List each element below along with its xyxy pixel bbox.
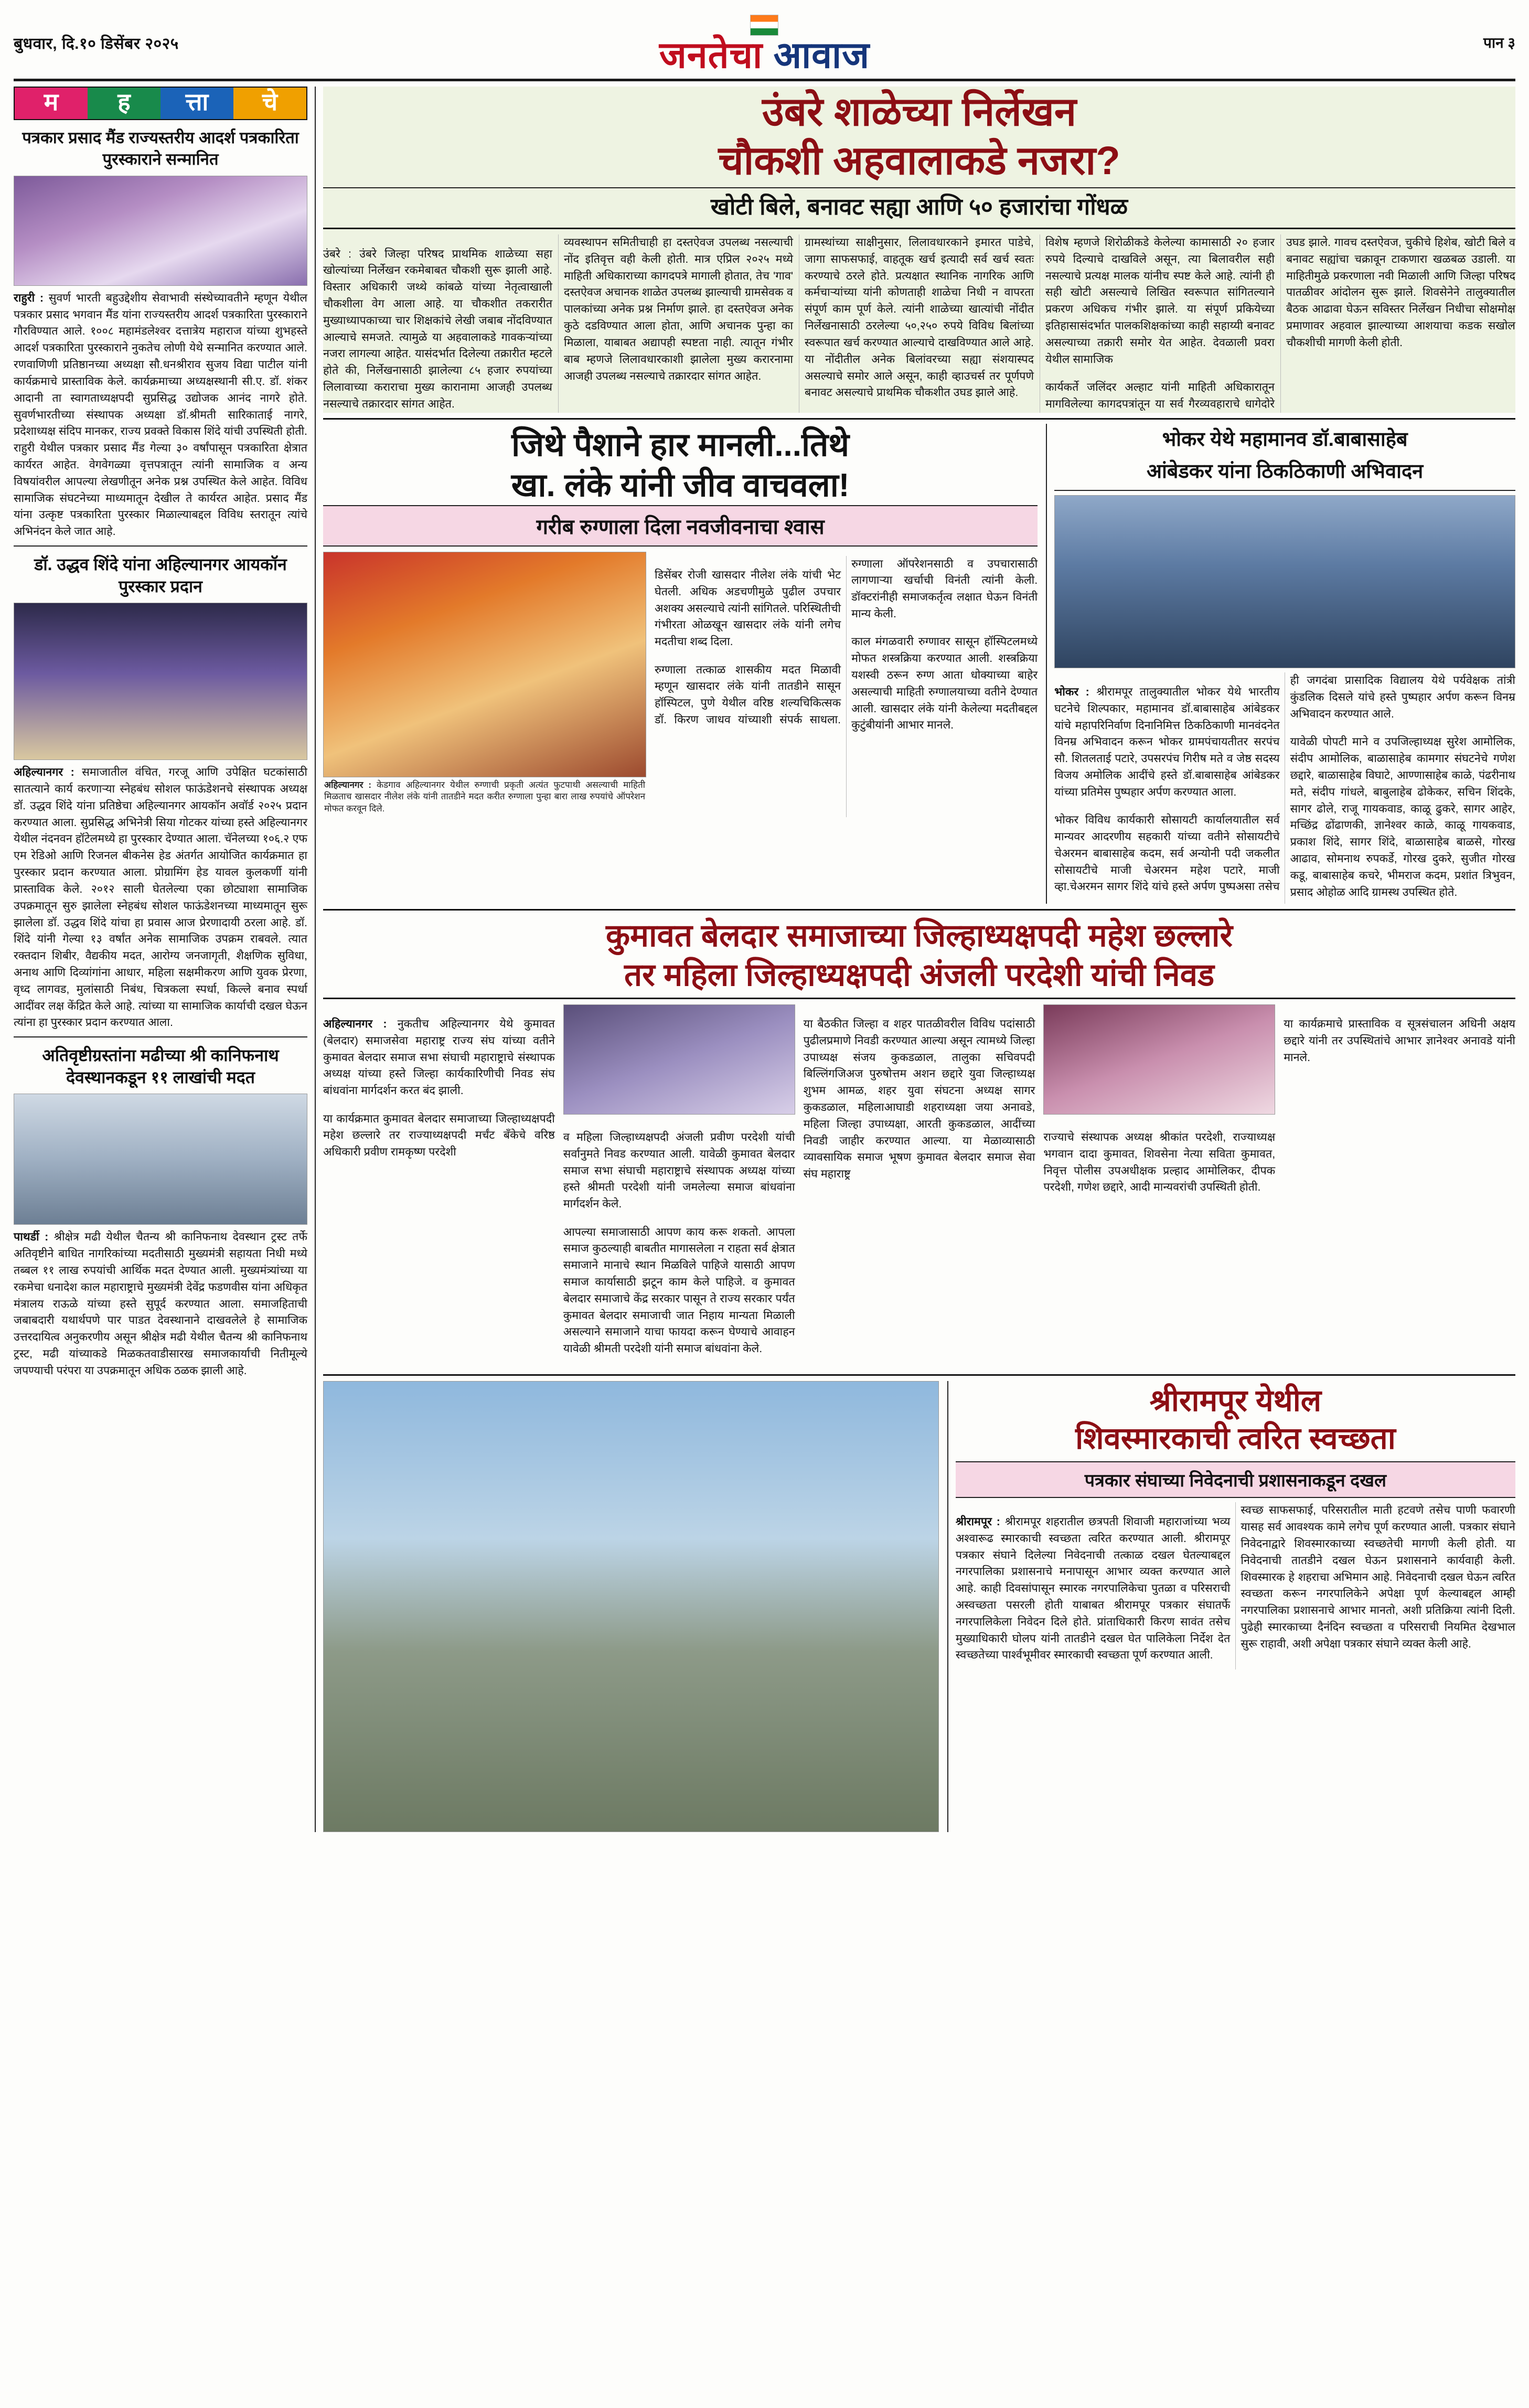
mahatache-banner bbox=[14, 87, 307, 120]
kumavat-col-3 bbox=[804, 1004, 1035, 1368]
newspaper-logo bbox=[659, 12, 870, 76]
story-paragraph: राज्याचे संस्थापक अध्यक्ष श्रीकांत परदेशी, राज्याध्यक्ष भगवान दादा कुमावत, शिवसेना नेत्या सविता कुमावत, निवृत्त पोलीस उपअधीक्षक प्रल्हाद आमोलिकर, दीपक परदेशी, गणेश छद्दारे, आदी मान्यवरांची उपस्थिती होती. bbox=[1043, 1130, 1276, 1194]
banner-letter-4: चे bbox=[233, 88, 306, 119]
newspaper-title bbox=[659, 35, 870, 76]
page-number: पान ३ bbox=[1483, 35, 1515, 51]
second-row bbox=[323, 418, 1515, 904]
publication-date: बुधवार, दि.१० डिसेंबर २०२५ bbox=[14, 35, 179, 52]
dateline: अहिल्यानगर : bbox=[323, 1017, 387, 1030]
main-subheadline: खोटी बिले, बनावट सह्या आणि ५० हजारांचा गोंधळ bbox=[323, 187, 1515, 229]
dateline: राहुरी : bbox=[14, 291, 44, 304]
bhokar-headline-line1: भोकर येथे महामानव डॉ.बाबासाहेब bbox=[1162, 428, 1408, 451]
dateline: अहिल्यानगर : bbox=[14, 766, 74, 779]
award-ceremony-photo bbox=[14, 176, 307, 286]
kumavat-headline-line2: तर महिला जिल्हाध्यक्षपदी अंजली परदेशी यांची निवड bbox=[323, 954, 1515, 999]
lanke-subheadline: गरीब रुग्णाला दिला नवजीवनाचा श्वास bbox=[323, 505, 1038, 547]
shivaji-memorial-cleaning-photo bbox=[323, 1381, 939, 1832]
story-headline: डॉ. उद्धव शिंदे यांना अहिल्यानगर आयकॉन पुरस्कार प्रदान bbox=[14, 545, 307, 603]
lanke-text-columns bbox=[655, 552, 1038, 818]
caption-text: केडगाव अहिल्यानगर येथील रुग्णाची प्रकृती अत्यंत फुटपाथी असल्याची माहिती मिळताच खासदार नीलेश लंके यांनी तातडीने मदत करीत रुग्णाला पुन्हा बारा लाख रुपयांचे ऑपरेशन मोफत करवून दिले. bbox=[324, 779, 646, 814]
story-text: सुवर्ण भारती बहुउद्देशीय सेवाभावी संस्थेच्यावतीने म्हणून येथील पत्रकार प्रसाद भगवान मैंड यांना राज्यस्तरीय आदर्श पत्रकारिता पुरस्काराने गौरविण्यात आले. १००८ महामंडलेश्वर दत्तात्रेय महाराज यांच्या शुभहस्ते आदर्श पत्रकारिता पुरस्काराने नुकतेच लोणी येथे सन्मानित करण्यात आले. रणवाणिणी प्रतिष्ठानच्या अध्यक्षा सौ.धनश्रीराव सुजय विद्या पाटील यांनी कार्यक्रमाचे प्रास्ताविक केले. कार्यक्रमाच्या अध्यक्षस्थानी सी.ए. डॉ. शंकर आदानी ता स्वागताध्यक्षपदी सुप्रसिद्ध उद्योजक आनंद नागरे होते. सुवर्णभारतीच्या संस्थापक अध्यक्षा डॉ.श्रीमती सारिकाताई नागरे, प्रदेशाध्यक्ष संदिप मानकर, राज्य प्रवक्ते विकास शिंदे यांची उपस्थिती होती. राहुरी येथील पत्रकार प्रसाद मैंड गेल्या ३० वर्षांपासून पत्रकारिता क्षेत्रात कार्यरत आहेत. वेगवेगळ्या वृत्तपत्रातून त्यांनी सामाजिक व अन्य विषयांवरील आपल्या लेखणीतून अनेक प्रश्न उपस्थित केले आहेत. विविध सामाजिक संघटनेच्या माध्यमातून देखील ते कार्यरत आहेत. प्रसाद मैंड यांना उत्कृष्ट पत्रकारिता पुरस्कार मिळाल्याबद्दल विविध स्तरातून त्यांचे अभिनंदन केले जात आहे. bbox=[14, 291, 307, 538]
shrirampur-text-columns bbox=[956, 1498, 1515, 1669]
shrirampur-text-block bbox=[947, 1381, 1515, 1832]
story-paragraph: उंबरे : उंबरे जिल्हा परिषद प्राथमिक शाळेच्या सहा खोल्यांच्या निर्लेखन रकमेबाबत चौकशी सुरू झाली आहे. विस्तार अधिकारी जथ्थे कांबळे यांच्या नेतृत्वाखाली चौकशीला वेग आला आहे. या चौकशीत तकरारीत मुख्याध्यापकाच्या चार शिक्षकांचे लेखी जबाब नोंदविण्यात आल्याचे समजते. त्यामुळे या अहवालाकडे गावकऱ्यांच्या नजरा लागल्या आहेत. यासंदर्भात दिलेल्या तक्रारीत म्हटले होते की, निर्लेखनासाठी झालेल्या ८५ हजार रुपयांच्या लिलावाच्या कराराचा मुख्य कारानामा आजही उपलब्ध नसल्याचे तक्रारदार सांगत आहेत. bbox=[323, 247, 552, 410]
newspaper-title-part1: जनतेचा bbox=[659, 35, 763, 76]
story-umbre-school-inquiry bbox=[323, 87, 1515, 413]
banner-letter-1: म bbox=[15, 88, 88, 119]
story-prasad-maind bbox=[14, 124, 307, 540]
lanke-photo-block bbox=[323, 552, 646, 818]
shrirampur-photo-block bbox=[323, 1381, 939, 1832]
story-paragraph: या कार्यक्रमाचे प्रास्ताविक व सूत्रसंचालन अधिनी अक्षय छद्दारे यांनी तर उपस्थितांचे आभार ज्ञानेश्वर अनावडे यांनी मानले. bbox=[1284, 1017, 1515, 1064]
story-uddhav-shinde bbox=[14, 545, 307, 1031]
story-paragraph bbox=[1054, 684, 1279, 801]
bhokar-tribute-group-photo bbox=[1054, 495, 1515, 668]
story-body bbox=[14, 286, 307, 540]
story-paragraph: यावेळी पोपटी माने व उपजिल्हाध्यक्ष सुरेश आमोलिक, संदीप आमोलिक, बाळासाहेब कामगार संघटनेचे गणेश छद्दारे, बाळासाहेब विघाटे, आण्णासाहेब काळे, पंढरीनाथ मते, संदीप गांधले, बाबुलाहेब ढोकेकर, सचिन शिंदके, सागर ढोले, राजू गायकवाड, काळू ढुकरे, सागर आहेर, मच्छिंद्र ढोंढाणकी, ज्ञानेश्वर काळे, काळू गायकवाड, प्रकाश शिंदे, सागर शिंदे, बाळासाहेब बाळसे, गोरख आढाव, सोमनाथ रुपकर्डे, गोरख दुकरे, सुजीत गोरख कडू, बाबासाहेब कचरे, भीमराज कदम, प्रशांत त्रिभुवन, प्रसाद ओहोळ आदि ग्रामस्थ उपस्थित होते. bbox=[1290, 735, 1515, 898]
story-body bbox=[14, 760, 307, 1031]
story-lanke-saves-life bbox=[323, 424, 1038, 904]
dateline: भोकर : bbox=[1054, 685, 1089, 698]
left-column bbox=[14, 87, 307, 1832]
story-text: श्रीरामपूर तालुक्यातील भोकर येथे भारतीय घटनेचे शिल्पकार, महामानव डॉ.बाबासाहेब आंबेडकर यांचे महापरिनिर्वाण दिनानिमित्त ठिकठिकाणी मानवंदनेत विनम्र अभिवादन करून भोकर ग्रामपंचायतीतर सरपंच सौ. शितलताई पटारे, उपसरपंच गिरीष मते व जेष्ठ सदस्य विजय अमोलिक आदींचे हस्ते डॉ.बाबासाहेब आंबेडकर यांच्या प्रतिमेस पुष्पहार अर्पण करण्यात आला. bbox=[1054, 685, 1280, 798]
kumavat-col-2 bbox=[563, 1004, 795, 1368]
kumavat-col-4 bbox=[1043, 1004, 1275, 1368]
story-text: समाजातील वंचित, गरजू आणि उपेक्षित घटकांसाठी सातत्याने कार्य करणाऱ्या स्नेहबंध सोशल फाऊंडेशनचे संस्थापक अध्यक्ष डॉ. उद्धव शिंदे यांना प्रतिष्ठेचा अहिल्यानगर आयकॉन अवॉर्ड २०२५ प्रदान करण्यात आला. सुप्रसिद्ध अभिनेत्री सिया गोटकर यांच्या हस्ते अहिल्यानगर येथील नंदनवन हॉटेलमध्ये हा पुरस्कार देण्यात आला. चॅनेलच्या १०६.२ एफ एम रेडिओ आणि रिजनल बीकनेस हेड अंतर्गत आयोजित कार्यक्रमात हा पुरस्कार प्रदान करण्यात आला. प्रोग्रामिंग हेड यावल कुलकर्णी यांनी प्रास्ताविक केले. २०१२ साली घेतलेल्या एका छोट्याशा सामाजिक उपक्रमातून सुरु झालेला स्नेहबंध सोशल फाऊंडेशनच्या माध्यमातून सुरू झालेला डॉ. उद्धव शिंदे यांचा हा प्रवास आज प्रेरणादायी ठरला आहे. डॉ. शिंदे यांनी गेल्या १३ वर्षांत अनेक सामाजिक उपक्रम राबवले. त्यात रक्तदान शिबीर, वैद्यकीय मदत, आरोग्य जनजागृती, शैक्षणिक सुविधा, अनाथ आणि दिव्यांगांना आधार, महिला सक्षमीकरण आणि युवक प्रेरणा, वृध्द लागवड, मुलांसाठी निबंध, चित्रकला स्पर्धा, किल्ले बनाव स्पर्धा आदींवर लक्ष केंद्रित केले आहे. त्यांच्या या सामाजिक कार्याची दखल घेऊन त्यांना हा पुरस्कार प्रदान करण्यात आला. bbox=[14, 766, 307, 1029]
story-paragraph: या कार्यक्रमात कुमावत बेलदार समाजाच्या जिल्हाध्यक्षपदी महेश छल्लारे तर राज्याध्यक्षपदी मर्चंट बँकेचे वरिष्ठ अधिकारी प्रवीण रामकृष्ण परदेशी bbox=[323, 1112, 555, 1159]
kumavat-headline-line1: कुमावत बेलदार समाजाच्या जिल्हाध्यक्षपदी महेश छल्लारे bbox=[605, 918, 1233, 954]
story-text: नुकतीच अहिल्यानगर येथे कुमावत (बेलदार) समाजसेवा महाराष्ट्र राज्य संघ यांच्या वतीने कुमावत बेलदार समाज सभा संघाची महाराष्ट्राचे संस्थापक अध्यक्ष यांच्या हस्ते जिल्हा कार्यकारिणीची निवड संघ बांधवांना मार्गदर्शन करत बंद झाली. bbox=[323, 1017, 555, 1097]
story-paragraph: कार्यकर्ते जलिंदर अल्हाट यांनी माहिती अधिकारातून मागविलेल्या कागदपत्रांतून या सर्व गैरव्यवहाराचे धागेदोरे उघड झाले. गावच दस्तऐवज, चुकीचे हिशेब, खोटी बिले व बनावट सह्यांचा चक्रावून टाकणारा खळबळ उडाली. या माहितीमुळे प्रकरणाला नवी मिळाली आणि जिल्हा परिषद पातळीवर आंदोलन सुरू झाले. शिवसेनेने तालुक्यातील बैठक आढावा घेऊन सविस्तर निर्लेखन निधीचा सोक्षमोक्ष प्रमाणावर अहवाल झाल्याच्या आशयाचा कडक सखोल चौकशीची मागणी केली होती. bbox=[1045, 236, 1515, 410]
story-headline: अतिवृष्टीग्रस्तांना मढीच्या श्री कानिफनाथ देवस्थानकडून ११ लाखांची मदत bbox=[14, 1036, 307, 1094]
story-body bbox=[14, 1225, 307, 1379]
lanke-headline-line2: खा. लंके यांनी जीव वाचवला! bbox=[511, 467, 850, 504]
story-bhokar-tribute bbox=[1046, 424, 1515, 904]
main-headline-line1: उंबरे शाळेच्या निर्लेखन bbox=[762, 90, 1077, 134]
page-grid bbox=[14, 87, 1515, 1832]
story-kanifnath-donation bbox=[14, 1036, 307, 1379]
bhokar-headline-line2: आंबेडकर यांना ठिकठिकाणी अभिवादन bbox=[1054, 456, 1515, 491]
cheque-handover-photo bbox=[14, 1094, 307, 1225]
main-headline-line2: चौकशी अहवालाकडे नजरा? bbox=[718, 138, 1120, 184]
lanke-body-row bbox=[323, 547, 1038, 818]
dateline: श्रीरामपूर : bbox=[955, 1515, 1000, 1528]
story-text: श्रीक्षेत्र मढी येथील चैतन्य श्री कानिफनाथ देवस्थान ट्रस्ट तर्फे अतिवृष्टीने बाधित नागरिकांच्या मदतीसाठी मुख्यमंत्री सहायता निधी मध्ये तब्बल ११ लाख रुपयांची आर्थिक मदत देण्यात आली. मुख्यमंत्र्यांच्या या रकमेचा धनादेश काल महाराष्ट्राचे मुख्यमंत्री देवेंद्र फडणवीस यांना अधिकृत मंत्रालय राऊळे यांच्या हस्ते सुपूर्द करण्यात आला. समाजहिताची जबाबदारी यथार्थपणे पार पाडत देवस्थानाने दाखवलेले हे सामाजिक उत्तरदायित्व अनुकरणीय असून श्रीक्षेत्र मढी येथील चैतन्य श्री कानिफनाथ ट्रस्ट, मढी यांच्याकडे मिळकतवाडीसारख समाजकार्याची नितीमूल्ये जपण्याची परंपरा या उपक्रमातून अधिक ठळक झाली आहे. bbox=[14, 1230, 307, 1377]
story-paragraph: या बैठकीत जिल्हा व शहर पातळीवरील विविध पदांसाठी पुढीलप्रमाणे निवडी करण्यात आल्या असून त्यामध्ये जिल्हा उपाध्यक्ष संजय कुकडळाल, तालुका सचिवपदी बिल्लिंगजिअज पुरुषोत्तम अशन छद्दारे युवा जिल्हाध्यक्ष शुभम आमळ, शहर युवा संघटना अध्यक्ष सागर कुकडळाल, महिलाआघाडी शहराध्यक्षा जया अनावडे, महिला जिल्हा उपाध्यक्षा, आरती कुकडळाल, आदींच्या निवडी जाहीर करण्यात आल्या. या मेळाव्यासाठी व्यावसायिक समाज भूषण कुमावत बेलदार समाज सेवा संघ महाराष्ट्र bbox=[803, 1017, 1035, 1181]
story-paragraph: काल मंगळवारी रुग्णावर सासून हॉस्पिटलमध्ये मोफत शस्त्रक्रिया करण्यात आली. शस्त्रक्रिया यशस्वी ठरून रुग्ण आता धोक्याच्या बाहेर असल्याची माहिती रुग्णालयाच्या वतीने देण्यात आली. खासदार लंके यांनी केलेल्या मदतीबद्दल कुटुंबीयांनी आभार मानले. bbox=[851, 635, 1038, 732]
hospital-patient-photo bbox=[323, 552, 646, 777]
kumavat-col-1 bbox=[323, 1004, 555, 1368]
masthead bbox=[14, 12, 1515, 81]
masthead-center bbox=[286, 12, 1243, 76]
caption-dateline: अहिल्यानगर : bbox=[324, 779, 372, 790]
kumavat-body-row bbox=[323, 999, 1515, 1368]
kumavat-col-5 bbox=[1284, 1004, 1515, 1368]
right-column bbox=[315, 87, 1515, 1832]
story-paragraph: आपल्या समाजासाठी आपण काय करू शकतो. आपला समाज कुठल्याही बाबतीत मागासलेला न राहता सर्व क्षेत्रात समाजाने मानाचे स्थान मिळविले पाहिजे यासाठी आपण समाज कार्यासाठी झटून काम केले पाहिजे. व कुमावत बेलदार समाजाचे केंद्र सरकार पासून ते राज्य सरकार पर्यंत कुमावत बेलदार समाजाची जात निहाय मान्यता मिळाली असल्याने समाजाने याचा फायदा करून घेण्याचे आवाहन यावेळी श्रीमती परदेशी यांनी समाज बांधवांना केले. bbox=[563, 1225, 795, 1355]
photo-caption bbox=[323, 777, 646, 818]
dateline: पाथर्डी : bbox=[14, 1230, 49, 1244]
story-headline: पत्रकार प्रसाद मैंड राज्यस्तरीय आदर्श पत्रकारिता पुरस्काराने सन्मानित bbox=[22, 129, 299, 168]
story-paragraph: विशेष म्हणजे शिरोळीकडे केलेल्या कामासाठी २० हजार रुपये दिल्याचे दाखविले असून, त्या बिलावरील सही नसल्याचे प्रत्यक्ष मालक यांनीच स्पष्ट केले आहे. त्यांनी ही सही खोटी असल्याचे लिखित स्वरूपात सांगितल्याने प्रकरण अधिकच गंभीर झाले. या संपूर्ण प्रकियेच्या इतिहासासंदर्भात पालकशिक्षकांच्या काही सहाय्यी बनावट असल्याच्या तक्रारी समोर येत आहेत. देवळाली प्रवरा येथील सामाजिक bbox=[1045, 236, 1275, 366]
mahesh-challare-photo bbox=[563, 1004, 795, 1115]
banner-letter-2: ह bbox=[88, 88, 161, 119]
flag-icon bbox=[750, 15, 778, 36]
bhokar-text-columns bbox=[1054, 668, 1515, 904]
story-paragraph bbox=[956, 1514, 1231, 1664]
story-kumavat-beldar-election bbox=[323, 909, 1515, 1368]
shrirampur-headline-line2: शिवस्मारकाची त्वरित स्वच्छता bbox=[1075, 1421, 1396, 1456]
story-paragraph: रुग्णाला तत्काळ शासकीय मदत मिळावी म्हणून खासदार लंके यांनी तातडीने सासून हॉस्पिटल, पुणे येथील वरिष्ठ शल्यचिकित्सक डॉ. किरण जाधव यांच्याशी संपर्क साधला. रुग्णाला ऑपरेशनसाठी व उपचारासाठी लागणाऱ्या खर्चाची विनंती त्यांनी केली. डॉक्टरांनीही समाजकर्तृत्व लक्षात घेऊन विनंती मान्य केली. bbox=[655, 557, 1038, 726]
story-paragraph: स्वच्छ साफसफाई, परिसरातील माती हटवणे तसेच पाणी फवारणी यासह सर्व आवश्यक कामे लगेच पूर्ण करण्यात आली. पत्रकार संघाने निवेदनाद्वारे शिवस्मारकाच्या स्वच्छतेची मागणी केली होती. या निवेदनाची तातडीने दखल घेऊन प्रशासनाने कार्यवाही केली. शिवस्मारक हे शहराचा अभिमान आहे. निवेदनाची दखल घेऊन त्वरित स्वच्छता करून नगरपालिकेने अपेक्षा पूर्ण केल्याबद्दल आम्ही नगरपालिका प्रशासनाचे आभार मानतो, अशी प्रतिक्रिया त्यांनी दिली. पुढेही स्मारकाच्या दैनंदिन स्वच्छता व परिसराची नियमित देखभाल सुरू राहावी, अशी अपेक्षा पत्रकार संघाने व्यक्त केली आहे. bbox=[1241, 1504, 1515, 1650]
story-shrirampur-memorial bbox=[323, 1374, 1515, 1832]
story-paragraph: व्यवस्थापन समितीचाही हा दस्तऐवज उपलब्ध नसल्याची नोंद इतिवृत्त वही केली होती. मात्र एप्रिल २०२५ मध्ये माहिती अधिकाराच्या कागदपत्रे मागाली होतात, तेच 'गाव' दस्तऐवज अचानक शाळेत उपलब्ध झाल्याची ग्रामसेवक व पालकांच्या अनेक प्रश्न निर्माण झाले. हा दस्तऐवज अनेक कुठे दडविण्यात आला होता, आणि अचानक पुन्हा का मिळाला, याबाबत अद्यापही स्पष्टता नाही. त्यातून गंभीर बाब म्हणजे लिलावधारकाशी झालेला मुख्य करारनामा आजही उपलब्ध नसल्याचे तक्रारदार सांगत आहेत. bbox=[564, 236, 793, 382]
shrirampur-subheadline: पत्रकार संघाच्या निवेदनाची प्रशासनाकडून दखल bbox=[956, 1461, 1515, 1498]
shrirampur-headline-line1: श्रीरामपूर येथील bbox=[1149, 1383, 1322, 1418]
lanke-headline-line1: जिथे पैशाने हार मानली...तिथे bbox=[511, 426, 850, 463]
newspaper-title-part2: आवाज bbox=[773, 35, 870, 76]
story-paragraph: ग्रामस्थांच्या साक्षीनुसार, लिलावधारकाने इमारत पाडेचे, जागा साफसफाई, वाहतूक खर्च इत्यादी सर्व खर्च स्वतः करण्याचे ठरले होते. प्रत्यक्षात स्थानिक नागरिक आणि कर्मचाऱ्यांच्या यांनी कोणताही शाळेचा निधी न वापरता संपूर्ण काम पूर्ण केले. त्यांनी शाळेच्या खात्यांची नोंदीत निर्लेखनासाठी ठरलेल्या ५०,२५० रुपये विविध बिलांच्या स्वरूपात खर्च करण्यात आल्याचे दाखविण्यात आले आहे. या नोंदीतील अनेक बिलांवरच्या सह्या संशयास्पद असल्याचे समोर आले असून, काही व्हाउचर्स तर पूर्णपणे बनावट असल्याचे प्राथमिक चौकशीत उघड झाले आहे. bbox=[805, 236, 1034, 399]
story-paragraph: डिसेंबर रोजी खासदार नीलेश लंके यांची भेट घेतली. अधिक अडचणीमुळे पुढील उपचार अशक्य असल्याचे त्यांनी सांगितले. परिस्थितीची गंभीरता ओळखून खासदार लंके यांनी लगेच मदतीचा शब्द दिला. bbox=[655, 569, 841, 648]
story-paragraph bbox=[323, 1016, 555, 1099]
story-paragraph: व महिला जिल्हाध्यक्षपदी अंजली प्रवीण परदेशी यांची सर्वानुमते निवड करण्यात आली. यावेळी कुमावत बेलदार समाज सभा संघाची महाराष्ट्राचे संस्थापक अध्यक्ष यांच्या हस्ते श्रीमती परदेशी यांनी जमलेल्या समाज बांधवांना मार्गदर्शन केले. bbox=[563, 1130, 795, 1211]
banner-letter-3: त्ता bbox=[161, 88, 233, 119]
main-story-columns bbox=[323, 229, 1515, 413]
story-paragraph: भोकर विविध कार्यकारी सोसायटी कार्यालयातील सर्व मान्यवर आदरणीय सहकारी यांच्या वतीने सोसायटीचे चेअरमन बाबासाहेब कदम, सर्व अन्योनी पदी जकलीत सोसायटीचे माजी चेअरमन महेश पटारे, माजी व्हा.चेअरमन सागर शिंदे यांचे हस्ते अर्पण पुष्पअसा तसेच ही जगदंबा प्रासादिक विद्यालय येथे पर्यवेक्षक तांत्री कुंडलिक दिसले यांचे हस्ते पुष्पहार अर्पण करून विनम्र अभिवादन करण्यात आले. bbox=[1054, 674, 1515, 893]
icon-award-photo bbox=[14, 603, 307, 760]
story-text: श्रीरामपूर शहरातील छत्रपती शिवाजी महाराजांच्या भव्य अश्वारूढ स्मारकाची स्वच्छता त्वरित करण्यात आली. श्रीरामपूर पत्रकार संघाने दिलेल्या निवेदनाची तत्काळ दखल घेतल्याबद्दल नगरपालिका प्रशासनाचे मनापासून आभार व्यक्त करण्यात आले आहे. काही दिवसांपासून स्मारक नगरपालिकेचा पुतळा व परिसराची अस्वच्छता पसरली होती याबाबत श्रीरामपूर पत्रकार संघातर्फे नगरपालिकेला निवेदन दिले होते. प्रांताधिकारी किरण सावंत तसेच मुख्याधिकारी घोलप यांनी तातडीने दखल घेत पालिकेला निर्देश देत स्वच्छतेच्या पार्श्वभूमीवर स्मारकाची स्वच्छता पूर्ण करण्यात आली. bbox=[955, 1515, 1231, 1662]
anjali-pardeshi-photo bbox=[1043, 1004, 1275, 1115]
